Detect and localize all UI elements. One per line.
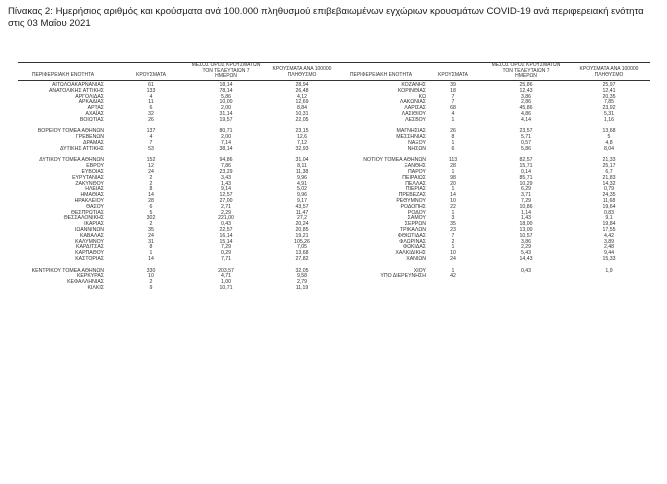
- right-per100k-cell: 3,89: [603, 238, 615, 245]
- left-region-cell: ΔΥΤΙΚΟΥ ΤΟΜΕΑ ΑΘΗΝΩΝ: [39, 157, 104, 164]
- left-avg7-cell: 94,86: [219, 157, 233, 164]
- left-cases-cell: 8: [149, 186, 153, 193]
- left-per100k-cell: 9,17: [296, 198, 308, 204]
- header-per100k-right: ΚΡΟΥΣΜΑΤΑ ΑΝΑ 100000 ΠΛΗΘΥΣΜΟ: [579, 66, 639, 78]
- left-avg7-cell: 38,14: [219, 145, 233, 152]
- right-per100k-cell: 25,97: [602, 82, 616, 88]
- left-cases-cell: 24: [148, 232, 154, 239]
- covid-regional-table: [18, 62, 650, 392]
- right-cases-cell: 4: [451, 111, 455, 117]
- right-per100k-cell: 0,79: [603, 186, 615, 193]
- left-cases-cell: 14: [148, 256, 154, 262]
- right-avg7-cell: 2,29: [520, 244, 532, 251]
- right-cases-cell: 22: [450, 203, 456, 210]
- right-region-cell: ΜΑΓΝΗΣΙΑΣ: [396, 128, 426, 135]
- left-avg7-cell: 9,14: [220, 186, 232, 193]
- right-region-cell: ΤΡΙΚΑΛΩΝ: [399, 227, 426, 233]
- right-per100k-cell: 1,9: [605, 267, 613, 274]
- right-cases-cell: 6: [451, 145, 455, 152]
- left-cases-cell: 330: [146, 267, 156, 274]
- right-per100k-cell: 25,17: [602, 163, 616, 170]
- right-region-cell: ΦΛΩΡΙΝΑΣ: [399, 238, 426, 245]
- left-per100k-cell: 20,85: [295, 227, 309, 233]
- right-region-cell: ΛΑΡΙΣΑΣ: [404, 105, 426, 112]
- left-avg7-cell: 2,71: [220, 203, 232, 210]
- left-cases-cell: 7: [149, 140, 153, 146]
- left-cases-cell: 10: [148, 273, 154, 280]
- right-per100k-cell: 21,33: [602, 157, 616, 164]
- right-region-cell: ΜΕΣΣΗΝΙΑΣ: [396, 134, 426, 141]
- right-cases-cell: 1: [451, 186, 455, 193]
- right-per100k-cell: 0,83: [603, 209, 615, 216]
- left-cases-cell: 53: [148, 145, 154, 152]
- left-per100k-cell: 31,04: [295, 157, 309, 164]
- left-per100k-cell: 10,31: [295, 111, 309, 117]
- right-cases-cell: 35: [450, 221, 456, 228]
- right-region-cell: ΚΟΡΙΝΘΙΑΣ: [397, 87, 426, 94]
- left-avg7-cell: 1,43: [220, 180, 232, 187]
- left-per100k-cell: 11,38: [295, 169, 309, 175]
- left-region-cell: ΚΑΣΤΟΡΙΑΣ: [75, 256, 104, 262]
- left-region-cell: ΑΝΑΤΟΛΙΚΗΣ ΑΤΤΙΚΗΣ: [48, 87, 104, 94]
- left-avg7-cell: 12,57: [219, 192, 233, 199]
- right-region-cell: ΠΕΙΡΑΙΩΣ: [402, 174, 426, 181]
- left-region-cell: ΗΛΕΙΑΣ: [85, 186, 104, 193]
- table-caption: Πίνακας 2: Ημερήσιος αριθμός και κρούσματα ανά 100.000 πληθυσμού επιβεβαιωμένων εγχώριων κρουσμάτων COVID-19 ανά περιφερειακή ενότητα στις 03 Μαΐου 2021: [8, 6, 644, 29]
- right-avg7-cell: 1,14: [520, 209, 532, 216]
- right-per100k-cell: 24,35: [602, 192, 616, 199]
- left-cases-cell: 4: [149, 93, 153, 100]
- left-per100k-cell: 12,69: [295, 99, 309, 106]
- left-per100k-cell: 27,82: [295, 256, 309, 262]
- left-avg7-cell: 27,00: [219, 198, 233, 204]
- right-region-cell: ΛΑΣΙΘΙΟΥ: [401, 111, 426, 117]
- left-per100k-cell: 19,21: [295, 232, 309, 239]
- right-region-cell: ΝΟΤΙΟΥ ΤΟΜΕΑ ΑΘΗΝΩΝ: [363, 157, 426, 164]
- left-per100k-cell: 9,96: [296, 192, 308, 199]
- left-region-cell: ΑΡΓΟΛΙΔΑΣ: [75, 93, 104, 100]
- right-region-cell: ΠΑΡΟΥ: [408, 169, 426, 175]
- right-region-cell: ΣΑΜΟΥ: [407, 215, 426, 222]
- right-avg7-cell: 15,71: [519, 163, 533, 170]
- right-cases-cell: 20: [450, 180, 456, 187]
- right-region-cell: ΚΩ: [418, 93, 426, 100]
- right-per100k-cell: 9,44: [603, 250, 615, 257]
- table-header-rule: [18, 80, 650, 81]
- left-per100k-cell: 32,05: [295, 267, 309, 274]
- right-per100k-cell: 9,1: [605, 215, 613, 222]
- right-region-cell: ΛΕΣΒΟΥ: [405, 116, 426, 123]
- right-cases-cell: 42: [450, 273, 456, 280]
- left-per100k-cell: 4,12: [296, 93, 308, 100]
- right-per100k-cell: 6,7: [605, 169, 613, 175]
- left-per100k-cell: 4,91: [296, 180, 308, 187]
- right-region-cell: ΝΗΣΩΝ: [407, 145, 426, 152]
- right-avg7-cell: 0,43: [520, 267, 532, 274]
- right-per100k-cell: 4,42: [603, 232, 615, 239]
- left-avg7-cell: 0,29: [220, 250, 232, 257]
- right-region-cell: ΧΙΟΥ: [413, 267, 426, 274]
- left-cases-cell: 5: [149, 209, 153, 216]
- right-per100k-cell: 19,84: [602, 221, 616, 228]
- right-region-cell: ΦΘΙΩΤΙΔΑΣ: [397, 232, 426, 239]
- right-avg7-cell: 14,43: [519, 256, 533, 262]
- right-cases-cell: 1: [451, 116, 455, 123]
- right-cases-cell: 1: [451, 169, 455, 175]
- right-per100k-cell: 23,92: [602, 105, 616, 112]
- right-region-cell: ΦΩΚΙΔΑΣ: [402, 244, 426, 251]
- right-region-cell: ΧΑΛΚΙΔΙΚΗΣ: [395, 250, 426, 257]
- right-cases-cell: 23: [450, 227, 456, 233]
- right-avg7-cell: 13,00: [519, 227, 533, 233]
- left-region-cell: ΔΥΤΙΚΗΣ ΑΤΤΙΚΗΣ: [60, 145, 104, 152]
- right-avg7-cell: 2,86: [520, 99, 532, 106]
- right-cases-cell: 2: [451, 238, 455, 245]
- left-cases-cell: 2: [149, 221, 153, 228]
- left-avg7-cell: 10,71: [219, 285, 233, 291]
- right-cases-cell: 8: [451, 134, 455, 141]
- left-region-cell: ΚΑΛΥΜΝΟΥ: [75, 238, 104, 245]
- left-per100k-cell: 9,58: [296, 273, 308, 280]
- left-cases-cell: 61: [148, 82, 154, 88]
- right-region-cell: ΝΑΞΟΥ: [408, 140, 426, 146]
- left-avg7-cell: 19,57: [219, 116, 233, 123]
- right-avg7-cell: 5,71: [520, 134, 532, 141]
- left-avg7-cell: 0,43: [220, 221, 232, 228]
- left-cases-cell: 11: [148, 99, 154, 106]
- left-avg7-cell: 15,14: [219, 238, 233, 245]
- right-per100k-cell: 8,04: [603, 145, 615, 152]
- left-cases-cell: 152: [146, 157, 156, 164]
- left-avg7-cell: 78,14: [219, 87, 233, 94]
- left-region-cell: ΖΑΚΥΝΘΟΥ: [75, 180, 104, 187]
- left-cases-cell: 137: [146, 128, 156, 135]
- left-cases-cell: 4: [149, 134, 153, 141]
- left-cases-cell: 8: [149, 244, 153, 251]
- left-per100k-cell: 8,11: [297, 163, 307, 170]
- left-region-cell: ΗΜΑΘΙΑΣ: [80, 192, 104, 199]
- left-region-cell: ΑΡΚΑΔΙΑΣ: [78, 99, 104, 106]
- left-avg7-cell: 18,14: [219, 82, 233, 88]
- left-cases-cell: 2: [149, 279, 153, 286]
- left-avg7-cell: 23,29: [219, 169, 233, 175]
- left-region-cell: ΗΡΑΚΛΕΙΟΥ: [74, 198, 104, 204]
- right-region-cell: ΞΑΝΘΗΣ: [404, 163, 426, 170]
- right-region-cell: ΚΟΖΑΝΗΣ: [401, 82, 426, 88]
- left-avg7-cell: 7,71: [220, 256, 232, 262]
- right-cases-cell: 7: [451, 232, 455, 239]
- left-per100k-cell: 12,6: [296, 134, 308, 141]
- left-region-cell: ΚΕΦΑΛΛΗΝΙΑΣ: [67, 279, 104, 286]
- left-cases-cell: 32: [148, 111, 154, 117]
- right-avg7-cell: 0,14: [520, 169, 532, 175]
- right-per100k-cell: 7,85: [603, 99, 615, 106]
- left-cases-cell: 6: [149, 105, 153, 112]
- right-region-cell: ΥΠΟ ΔΙΕΡΕΥΝΗΣΗ: [380, 273, 426, 280]
- left-region-cell: ΚΕΝΤΡΙΚΟΥ ΤΟΜΕΑ ΑΘΗΝΩΝ: [31, 267, 104, 274]
- right-avg7-cell: 1,43: [520, 215, 532, 222]
- header-avg7-right: ΜΕΣΟΣ ΟΡΟΣ ΚΡΟΥΣΜΑΤΩΝ ΤΟΝ ΤΕΛΕΥΤΑΙΩΝ 7 ΗΜΕΡΩΝ: [491, 62, 561, 80]
- left-avg7-cell: 16,14: [219, 232, 233, 239]
- left-avg7-cell: 7,86: [220, 163, 232, 170]
- left-per100k-cell: 20,24: [295, 221, 309, 228]
- right-cases-cell: 28: [450, 163, 456, 170]
- left-region-cell: ΚΕΡΚΥΡΑΣ: [76, 273, 104, 280]
- left-per100k-cell: 8,84: [296, 105, 308, 112]
- left-region-cell: ΘΕΣΣΑΛΟΝΙΚΗΣ: [63, 215, 104, 222]
- right-avg7-cell: 18,00: [519, 221, 533, 228]
- right-region-cell: ΧΑΝΙΩΝ: [406, 256, 426, 262]
- left-per100k-cell: 11,47: [295, 209, 309, 216]
- right-per100k-cell: 5: [607, 134, 611, 141]
- right-region-cell: ΛΑΚΩΝΙΑΣ: [399, 99, 426, 106]
- right-avg7-cell: 25,86: [519, 82, 533, 88]
- right-cases-cell: 18: [450, 87, 456, 94]
- left-avg7-cell: 10,00: [219, 99, 233, 106]
- right-avg7-cell: 82,57: [519, 157, 533, 164]
- left-per100k-cell: 22,05: [295, 116, 309, 123]
- left-cases-cell: 9: [149, 285, 153, 291]
- right-per100k-cell: 15,33: [602, 256, 616, 262]
- right-region-cell: ΣΕΡΡΩΝ: [404, 221, 426, 228]
- left-avg7-cell: 2,29: [220, 209, 232, 216]
- left-per100k-cell: 105,26: [294, 238, 310, 245]
- right-cases-cell: 68: [450, 105, 456, 112]
- left-avg7-cell: 7,29: [220, 244, 232, 251]
- left-avg7-cell: 5,86: [220, 93, 232, 100]
- header-region-left: ΠΕΡΙΦΕΡΕΙΑΚΗ ΕΝΟΤΗΤΑ: [31, 72, 95, 78]
- left-region-cell: ΕΒΡΟΥ: [86, 163, 104, 170]
- left-region-cell: ΚΙΛΚΙΣ: [87, 285, 104, 291]
- left-region-cell: ΑΙΤΩΛΟΑΚΑΡΝΑΝΙΑΣ: [51, 82, 104, 88]
- left-avg7-cell: 3,43: [220, 174, 232, 181]
- right-per100k-cell: 20,35: [602, 93, 616, 100]
- right-avg7-cell: 5,86: [520, 145, 532, 152]
- left-per100k-cell: 13,68: [295, 250, 309, 257]
- left-avg7-cell: 2,00: [220, 134, 232, 141]
- left-avg7-cell: 22,57: [219, 227, 233, 233]
- right-avg7-cell: 10,29: [519, 180, 533, 187]
- left-avg7-cell: 80,71: [219, 128, 233, 135]
- left-per100k-cell: 27,2: [296, 215, 308, 222]
- right-cases-cell: 113: [448, 157, 458, 164]
- left-per100k-cell: 7,12: [296, 140, 308, 146]
- right-region-cell: ΠΡΕΒΕΖΑΣ: [398, 192, 426, 199]
- right-cases-cell: 39: [450, 82, 456, 88]
- left-cases-cell: 302: [146, 215, 156, 222]
- left-region-cell: ΘΕΣΠΡΩΤΙΑΣ: [70, 209, 104, 216]
- right-cases-cell: 14: [450, 192, 456, 199]
- left-region-cell: ΘΑΣΟΥ: [86, 203, 104, 210]
- right-cases-cell: 3: [451, 215, 455, 222]
- right-region-cell: ΠΕΛΛΑΣ: [405, 180, 426, 187]
- right-avg7-cell: 0,57: [520, 140, 532, 146]
- right-cases-cell: 24: [450, 256, 456, 262]
- right-per100k-cell: 4,8: [605, 140, 613, 146]
- right-per100k-cell: 17,55: [602, 227, 616, 233]
- right-avg7-cell: 45,86: [519, 105, 533, 112]
- left-cases-cell: 1: [149, 250, 153, 257]
- right-region-cell: ΡΟΔΟΥ: [407, 209, 426, 216]
- left-cases-cell: 24: [148, 169, 154, 175]
- right-avg7-cell: 12,43: [519, 87, 533, 94]
- right-avg7-cell: 4,86: [520, 111, 532, 117]
- header-per100k-left: ΚΡΟΥΣΜΑΤΑ ΑΝΑ 100000 ΠΛΗΘΥΣΜΟ: [272, 66, 332, 78]
- right-avg7-cell: 4,14: [520, 116, 532, 123]
- left-per100k-cell: 28,94: [295, 82, 309, 88]
- left-cases-cell: 28: [148, 198, 154, 204]
- right-cases-cell: 10: [450, 198, 456, 204]
- right-per100k-cell: 13,68: [602, 128, 616, 135]
- right-per100k-cell: 19,64: [602, 203, 616, 210]
- left-region-cell: ΓΡΕΒΕΝΩΝ: [75, 134, 104, 141]
- right-avg7-cell: 7,29: [520, 198, 532, 204]
- right-cases-cell: 10: [450, 250, 456, 257]
- right-cases-cell: 98: [450, 174, 456, 181]
- left-cases-cell: 35: [148, 227, 154, 233]
- header-cases-left: ΚΡΟΥΣΜΑΤΑ: [136, 72, 166, 78]
- right-avg7-cell: 5,43: [520, 250, 532, 257]
- left-region-cell: ΔΡΑΜΑΣ: [83, 140, 104, 146]
- left-per100k-cell: 26,48: [295, 87, 309, 94]
- right-avg7-cell: 23,57: [519, 128, 533, 135]
- left-avg7-cell: 4,71: [220, 273, 232, 280]
- left-avg7-cell: 2,00: [220, 105, 232, 112]
- left-avg7-cell: 221,00: [218, 215, 234, 222]
- left-per100k-cell: 11,19: [295, 285, 309, 291]
- right-cases-cell: 1: [451, 244, 455, 251]
- right-region-cell: ΠΙΕΡΙΑΣ: [405, 186, 426, 193]
- left-cases-cell: 12: [148, 163, 154, 170]
- left-per100k-cell: 2,79: [296, 279, 308, 286]
- header-region-right: ΠΕΡΙΦΕΡΕΙΑΚΗ ΕΝΟΤΗΤΑ: [349, 72, 413, 78]
- left-avg7-cell: 1,00: [220, 279, 232, 286]
- left-region-cell: ΚΑΒΑΛΑΣ: [80, 232, 104, 239]
- left-region-cell: ΑΡΤΑΣ: [87, 105, 104, 112]
- right-per100k-cell: 2,48: [603, 244, 615, 251]
- left-region-cell: ΙΚΑΡΙΑΣ: [84, 221, 104, 228]
- left-cases-cell: 6: [149, 203, 153, 210]
- left-region-cell: ΚΑΡΔΙΤΣΑΣ: [76, 244, 104, 251]
- right-per100k-cell: 12,41: [602, 87, 616, 94]
- left-per100k-cell: 9,96: [296, 174, 308, 181]
- right-cases-cell: 1: [451, 140, 455, 146]
- right-avg7-cell: 6,29: [520, 186, 532, 193]
- left-cases-cell: 2: [149, 174, 153, 181]
- left-region-cell: ΒΟΙΩΤΙΑΣ: [79, 116, 104, 123]
- left-region-cell: ΕΥΒΟΙΑΣ: [81, 169, 104, 175]
- right-cases-cell: 7: [451, 99, 455, 106]
- right-avg7-cell: 3,71: [520, 192, 532, 199]
- left-region-cell: ΒΟΡΕΙΟΥ ΤΟΜΕΑ ΑΘΗΝΩΝ: [37, 128, 104, 135]
- right-per100k-cell: 5,31: [603, 111, 615, 117]
- left-cases-cell: 26: [148, 116, 154, 123]
- right-cases-cell: 26: [450, 128, 456, 135]
- header-cases-right: ΚΡΟΥΣΜΑΤΑ: [438, 72, 468, 78]
- right-per100k-cell: 11,68: [602, 198, 616, 204]
- left-region-cell: ΕΥΡΥΤΑΝΙΑΣ: [72, 174, 104, 181]
- right-cases-cell: 1: [451, 209, 455, 216]
- right-avg7-cell: 3,86: [520, 238, 532, 245]
- left-per100k-cell: 5,02: [296, 186, 308, 193]
- left-cases-cell: 133: [146, 87, 156, 94]
- right-avg7-cell: 85,71: [519, 174, 533, 181]
- left-cases-cell: 14: [148, 192, 154, 199]
- right-avg7-cell: 10,86: [519, 203, 533, 210]
- right-cases-cell: 1: [451, 267, 455, 274]
- right-region-cell: ΡΕΘΥΜΝΟΥ: [396, 198, 426, 204]
- left-per100k-cell: 32,93: [295, 145, 309, 152]
- header-avg7-left: ΜΕΣΟΣ ΟΡΟΣ ΚΡΟΥΣΜΑΤΩΝ ΤΟΝ ΤΕΛΕΥΤΑΙΩΝ 7 ΗΜΕΡΩΝ: [191, 62, 261, 80]
- left-region-cell: ΚΑΡΠΑΘΟΥ: [75, 250, 104, 257]
- right-per100k-cell: 14,32: [602, 180, 616, 187]
- left-avg7-cell: 31,14: [219, 111, 233, 117]
- left-avg7-cell: 7,14: [220, 140, 232, 146]
- left-avg7-cell: 203,57: [218, 267, 234, 274]
- left-per100k-cell: 7,05: [296, 244, 308, 251]
- left-region-cell: ΙΩΑΝΝΙΝΩΝ: [74, 227, 104, 233]
- right-per100k-cell: 1,16: [603, 116, 615, 123]
- right-avg7-cell: 3,86: [520, 93, 532, 100]
- left-per100k-cell: 23,15: [295, 128, 309, 135]
- left-per100k-cell: 43,57: [295, 203, 309, 210]
- right-region-cell: ΡΟΔΟΠΗΣ: [400, 203, 426, 210]
- left-region-cell: ΑΧΑΪΑΣ: [85, 111, 104, 117]
- right-per100k-cell: 21,83: [602, 174, 616, 181]
- right-cases-cell: 7: [451, 93, 455, 100]
- left-cases-cell: 31: [148, 238, 154, 245]
- left-cases-cell: 2: [149, 180, 153, 187]
- right-avg7-cell: 10,57: [519, 232, 533, 239]
